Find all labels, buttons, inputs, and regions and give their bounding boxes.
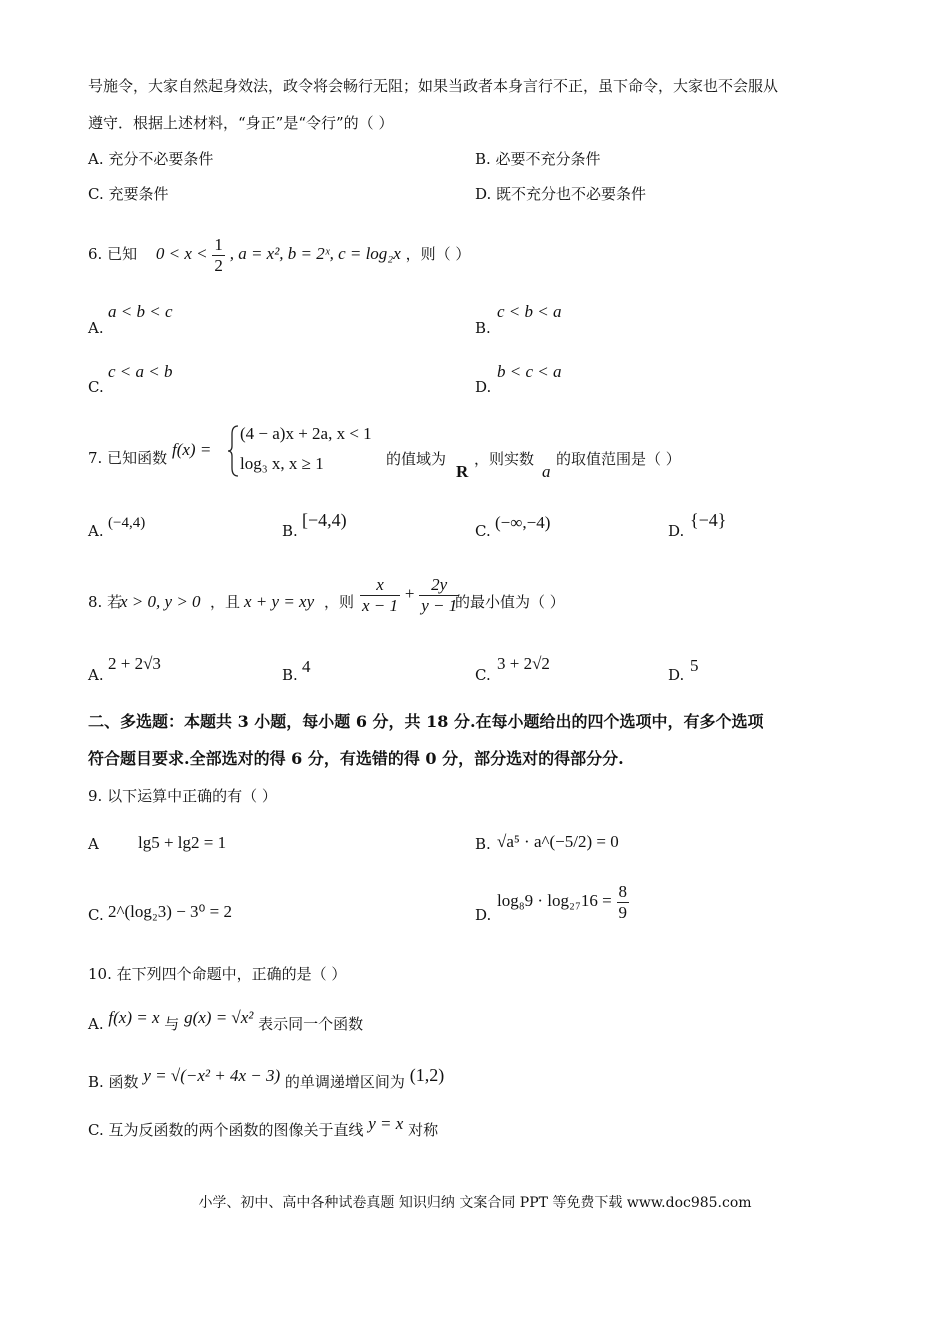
q6-option-a-math: a < b < c — [108, 302, 173, 321]
q7-option-b-math: [−4,4) — [302, 510, 347, 530]
q8-and: ，且 — [210, 593, 241, 611]
q6-option-d-math: b < c < a — [497, 362, 562, 381]
q5-option-c: C. 充要条件 — [88, 185, 169, 203]
q9-option-c-label: C. — [88, 906, 104, 924]
q9-d-den: 9 — [618, 902, 628, 922]
q7-stem-mid2: ，则实数 — [474, 450, 535, 468]
q10-option-b-math: y = √(−x² + 4x − 3) — [143, 1066, 281, 1085]
q7-option-d-math: {−4} — [690, 510, 727, 530]
q6-stem — [88, 232, 470, 276]
q6-option-c-math: c < a < b — [108, 362, 173, 381]
q8-f2-num: 2y — [419, 575, 459, 596]
q7-option-a-label: A. — [88, 522, 104, 540]
q5-stem-line2: 遵守．根据上述材料，“身正”是“令行”的（ ） — [88, 114, 394, 132]
q7-stem-label: 7. 已知函数 — [88, 449, 168, 467]
q7-option-d-label: D. — [668, 522, 685, 540]
q10-stem: 10. 在下列四个命题中，正确的是（ ） — [88, 965, 347, 983]
q10-option-a-tail: 表示同一个函数 — [258, 1015, 364, 1033]
q6-stem-label: 6. 已知 — [88, 245, 138, 263]
q7-case2: log₃ x, x ≥ 1 — [240, 454, 324, 473]
q10-option-c-math: y = x — [368, 1114, 404, 1133]
q5-option-d: D. 既不充分也不必要条件 — [475, 185, 647, 203]
q10-option-b — [88, 1065, 445, 1092]
q7-case1: (4 − a)x + 2a, x < 1 — [240, 424, 372, 443]
q8-plus: + — [404, 584, 415, 603]
q6-option-d-label: D. — [475, 378, 492, 396]
q7-stem-tail: 的取值范围是（ ） — [556, 450, 681, 468]
q7-fx: f(x) = — [172, 440, 212, 459]
q6-option-a-label: A. — [88, 319, 104, 337]
q10-option-c — [88, 1114, 439, 1140]
q5-option-a: A. 充分不必要条件 — [88, 150, 214, 168]
q6-half-num: 1 — [214, 234, 223, 254]
q10-option-b-label: B. 函数 — [88, 1073, 139, 1091]
q9-stem: 9. 以下运算中正确的有（ ） — [88, 787, 277, 805]
q9-d-num: 8 — [618, 881, 628, 901]
q9-option-b-label: B. — [475, 835, 491, 853]
q6-option-b-label: B. — [475, 319, 491, 337]
q8-then: ，则 — [324, 593, 355, 611]
q7-option-b-label: B. — [282, 522, 298, 540]
q9-option-c-math: 2^(log₂3) − 3⁰ = 2 — [108, 902, 232, 921]
q8-option-b-math: 4 — [302, 657, 311, 676]
q10-option-a-with: 与 — [164, 1015, 180, 1033]
q7-var-a: a — [542, 462, 551, 481]
q9-option-a-label: A — [88, 835, 99, 853]
q9-option-a-math: lg5 + lg2 = 1 — [138, 833, 227, 852]
q10-option-c-tail: 对称 — [408, 1121, 439, 1139]
q7-piecewise-brace — [226, 424, 240, 478]
q10-option-a-g: g(x) = √x² — [184, 1008, 254, 1027]
q8-option-c-math: 3 + 2√2 — [497, 654, 550, 673]
q8-stem-tail: 的最小值为（ ） — [455, 593, 565, 611]
q6-half-fraction — [212, 235, 225, 276]
section2-heading-line2: 符合题目要求.全部选对的得 6 分，有选错的得 0 分，部分选对的得部分分. — [88, 749, 624, 768]
q8-option-a-label: A. — [88, 666, 104, 684]
q8-option-d-math: 5 — [690, 656, 699, 675]
q10-option-a-label: A. — [88, 1015, 104, 1033]
q7-option-a-math: (−4,4) — [108, 515, 146, 531]
q6-option-b-math: c < b < a — [497, 302, 562, 321]
q7-option-c-math: (−∞,−4) — [495, 513, 551, 532]
q10-option-a-f: f(x) = x — [108, 1008, 160, 1027]
q8-option-d-label: D. — [668, 666, 685, 684]
q9-option-d-left: log₈9 · log₂₇16 = — [497, 891, 612, 910]
q8-fraction-1 — [360, 575, 400, 616]
q6-condition-right: , a = x², b = 2ˣ, c = log₂x — [229, 244, 401, 263]
section2-heading-line1: 二、多选题：本题共 3 小题，每小题 6 分，共 18 分.在每小题给出的四个选项中，有多个选项 — [88, 712, 764, 731]
q6-option-c-label: C. — [88, 378, 104, 396]
q8-stem-label: 8. 若 — [88, 593, 123, 611]
q6-stem-tail: ，则（ ） — [405, 245, 471, 263]
q10-option-b-mid: 的单调递增区间为 — [284, 1073, 405, 1091]
q8-fraction-2 — [419, 575, 459, 616]
q8-expression — [360, 566, 459, 622]
q9-option-d-expr — [497, 878, 629, 924]
q9-option-b-math: √a⁵ · a^(−5/2) = 0 — [497, 832, 619, 851]
q6-half-den: 2 — [214, 255, 223, 275]
q5-option-b: B. 必要不充分条件 — [475, 150, 601, 168]
q9-option-d-fraction — [617, 882, 630, 923]
q10-option-c-label: C. 互为反函数的两个函数的图像关于直线 — [88, 1121, 364, 1139]
q7-real-set: R — [456, 462, 469, 481]
q8-option-a-math: 2 + 2√3 — [108, 654, 161, 673]
q8-f2-den: y − 1 — [421, 595, 458, 615]
q8-f1-num: x — [360, 575, 400, 596]
q6-condition-left: 0 < x < — [155, 244, 208, 263]
q8-option-c-label: C. — [475, 666, 491, 684]
q7-stem-mid: 的值域为 — [386, 450, 447, 468]
q8-option-b-label: B. — [282, 666, 298, 684]
q10-option-b-interval: (1,2) — [409, 1065, 445, 1085]
q7-option-c-label: C. — [475, 522, 491, 540]
q5-stem-line1: 号施令，大家自然起身效法，政令将会畅行无阻；如果当政者本身言行不正，虽下命令，大家也不会服从 — [88, 77, 779, 95]
q8-cond2: x + y = xy — [244, 592, 315, 611]
q10-option-a — [88, 1008, 364, 1034]
page-footer: 小学、初中、高中各种试卷真题 知识归纳 文案合同 PPT 等免费下载 www.doc985.com — [198, 1195, 752, 1211]
q8-f1-den: x − 1 — [362, 595, 399, 615]
q8-cond1: x > 0, y > 0 — [120, 592, 201, 611]
q9-option-d-label: D. — [475, 906, 492, 924]
